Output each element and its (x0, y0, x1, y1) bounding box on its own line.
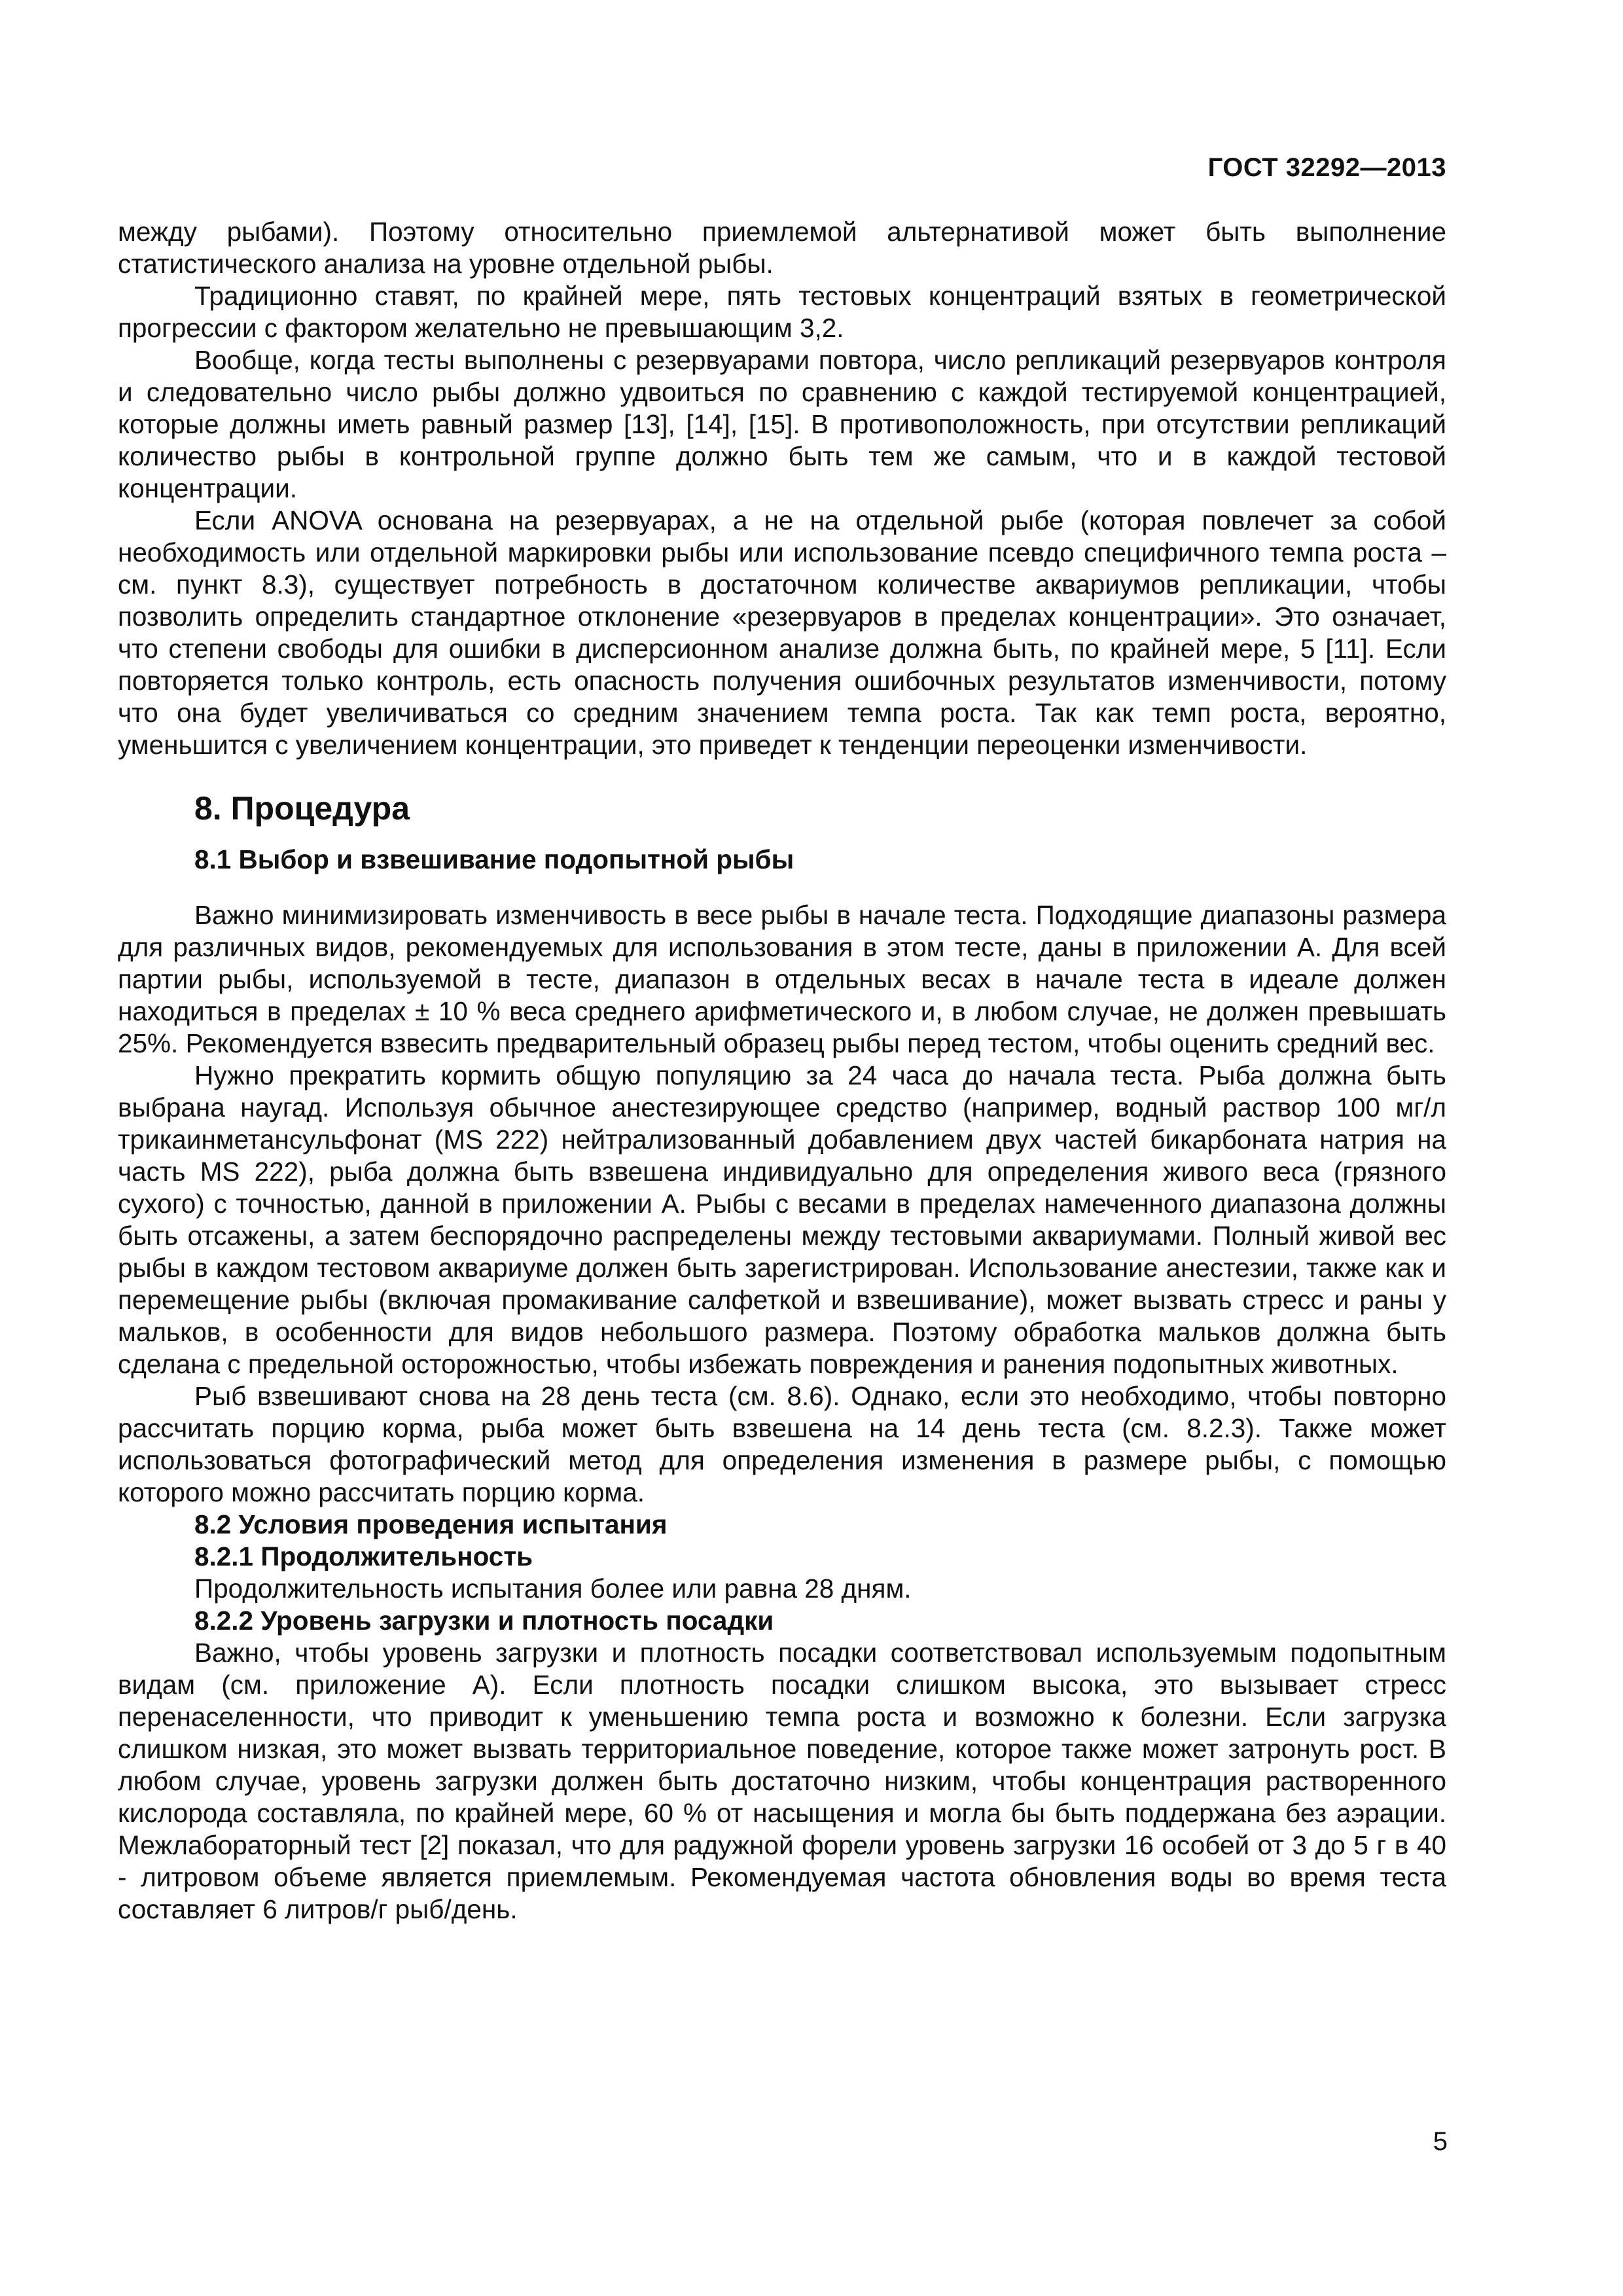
spacer (118, 876, 1446, 899)
section-8-1-paragraph: Рыб взвешивают снова на 28 день теста (см. 8.6). Однако, если это необходимо, чтобы повторно рассчитать порцию корма, рыба может быть взвешена на 14 день теста (см. 8.2.3). Также может использоваться фотографический метод для определения изменения в размере рыбы, с помощью которого можно рассчитать порцию корма. (118, 1381, 1446, 1507)
section-8-1-paragraph: Важно минимизировать изменчивость в весе рыбы в начале теста. Подходящие диапазоны размера для различных видов, рекомендуемых для использования в этом тесте, даны в приложении А. Для всей партии рыбы, используемой в тесте, диапазон в отдельных весах в начале теста в идеале должен находиться в пределах ± 10 % веса среднего арифметического и, в любом случае, не должен превышать 25%. Рекомендуется взвесить предварительный образец рыбы перед тестом, чтобы оценить средний вес. (118, 900, 1446, 1058)
section-8-2-2-text: Важно, чтобы уровень загрузки и плотность посадки соответствовал используемым подопытным видам (см. приложение А). Если плотность посадки слишком высока, это вызывает стресс перенаселенности, что приводит к уменьшению темпа роста и возможно к болезни. Если загрузка слишком низкая, это может вызвать территориальное поведение, которое также может затронуть рост. В любом случае, уровень загрузки должен быть достаточно низким, чтобы концентрация растворенного кислорода составляла, по крайней мере, 60 % от насыщения и могла бы быть поддержана без аэрации. Межлабораторный тест [2] показал, что для радужной форели уровень загрузки 16 особей от 3 до 5 г в 40 - литровом объеме является приемлемым. Рекомендуемая частота обновления воды во время теста составляет 6 литров/г рыб/день. (118, 1638, 1446, 1924)
section-8-2-title: 8.2 Условия проведения испытания (194, 1509, 668, 1539)
intro-paragraph: Традиционно ставят, по крайней мере, пять тестовых концентраций взятых в геометрической прогрессии с фактором желательно не превышающим 3,2. (118, 281, 1446, 343)
intro-paragraph: Вообще, когда тесты выполнены с резервуарами повтора, число репликаций резервуаров контроля и следовательно число рыбы должно удвоиться по сравнению с каждой тестируемой концентрацией, которые должны иметь равный размер [13], [14], [15]. В противоположность, при отсутствии репликаций количество рыбы в контрольной группе должно быть тем же самым, что и в каждой тестовой концентрации. (118, 345, 1446, 503)
section-8-2-1-text: Продолжительность испытания более или равна 28 дням. (194, 1573, 912, 1604)
document-code-header: ГОСТ 32292—2013 (1207, 153, 1446, 182)
document-body (118, 216, 1446, 1926)
section-8-1-paragraph: Нужно прекратить кормить общую популяцию за 24 часа до начала теста. Рыба должна быть выбрана наугад. Используя обычное анестезирующее средство (например, водный раствор 100 мг/л трикаинметансульфонат (MS 222) нейтрализованный добавлением двух частей бикарбоната натрия на часть MS 222), рыба должна быть взвешена индивидуально для определения живого веса (грязного сухого) с точностью, данной в приложении А. Рыбы с весами в пределах намеченного диапазона должны быть отсажены, а затем беспорядочно распределены между тестовыми аквариумами. Полный живой вес рыбы в каждом тестовом аквариуме должен быть зарегистрирован. Использование анестезии, также как и перемещение рыбы (включая промакивание салфеткой и взвешивание), может вызвать стресс и раны у мальков, в особенности для видов небольшого размера. Поэтому обработка мальков должна быть сделана с предельной осторожностью, чтобы избежать повреждения и ранения подопытных животных. (118, 1060, 1446, 1379)
section-8-1-title: 8.1 Выбор и взвешивание подопытной рыбы (194, 844, 794, 874)
page-number: 5 (1433, 2127, 1448, 2156)
section-8-2-1-title: 8.2.1 Продолжительность (194, 1541, 533, 1571)
intro-paragraph: Если ANOVA основана на резервуарах, а не на отдельной рыбе (которая повлечет за собой необходимость или отдельной маркировки рыбы или использование псевдо специфичного темпа роста – см. пункт 8.3), существует потребность в достаточном количестве аквариумов репликации, чтобы позволить определить стандартное отклонение «резервуаров в пределах концентрации». Это означает, что степени свободы для ошибки в дисперсионном анализе должна быть, по крайней мере, 5 [11]. Если повторяется только контроль, есть опасность получения ошибочных результатов изменчивости, потому что она будет увеличиваться со средним значением темпа роста. Так как темп роста, вероятно, уменьшится с увеличением концентрации, это приведет к тенденции переоценки изменчивости. (118, 505, 1446, 760)
section-8-2-2-title: 8.2.2 Уровень загрузки и плотность посадки (194, 1605, 774, 1636)
intro-paragraph: между рыбами). Поэтому относительно приемлемой альтернативой может быть выполнение статистического анализа на уровне отдельной рыбы. (118, 217, 1446, 279)
section-8-title: 8. Процедура (194, 790, 410, 827)
